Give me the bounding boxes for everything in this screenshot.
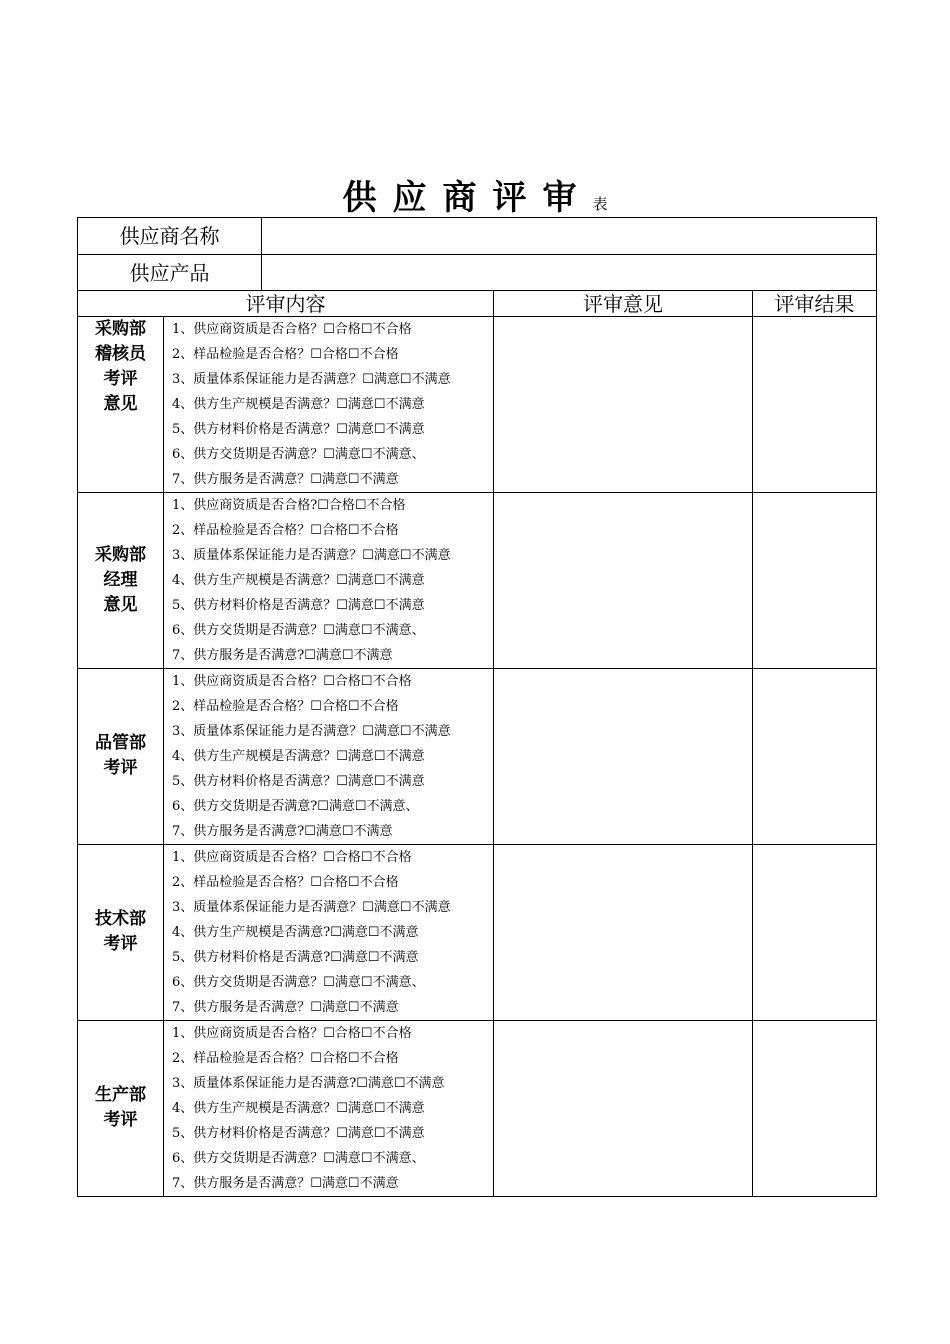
review-section <box>78 317 877 493</box>
review-item[interactable]: 4、供方生产规模是否满意?☐满意☐不满意 <box>172 925 419 940</box>
review-items <box>164 845 494 1021</box>
review-item[interactable]: 7、供方服务是否满意？☐满意☐不满意 <box>172 1000 399 1015</box>
review-items <box>164 317 494 493</box>
review-item[interactable]: 2、样品检验是否合格？☐合格☐不合格 <box>172 347 399 362</box>
supplier-name-field[interactable] <box>262 218 877 255</box>
review-item[interactable]: 4、供方生产规模是否满意？☐满意☐不满意 <box>172 1101 425 1116</box>
review-item[interactable]: 3、质量体系保证能力是否满意？☐满意☐不满意 <box>172 900 451 915</box>
department-line: 考评 <box>103 934 138 954</box>
review-section <box>78 493 877 669</box>
department-cell <box>78 493 164 669</box>
review-item[interactable]: 6、供方交货期是否满意？☐满意☐不满意、 <box>172 975 425 990</box>
department-line: 考评 <box>103 758 138 778</box>
review-item[interactable]: 1、供应商资质是否合格？☐合格☐不合格 <box>172 1026 412 1041</box>
review-item[interactable]: 3、质量体系保证能力是否满意？☐满意☐不满意 <box>172 548 451 563</box>
column-header-content: 评审内容 <box>78 291 494 317</box>
review-item[interactable]: 5、供方材料价格是否满意？☐满意☐不满意 <box>172 1126 425 1141</box>
department-line: 采购部 <box>95 544 146 565</box>
review-item[interactable]: 2、样品检验是否合格？☐合格☐不合格 <box>172 1051 399 1066</box>
review-item[interactable]: 4、供方生产规模是否满意？☐满意☐不满意 <box>172 573 425 588</box>
result-cell[interactable] <box>753 493 877 669</box>
page-title <box>0 170 950 219</box>
review-items <box>164 493 494 669</box>
column-header-result: 评审结果 <box>753 291 877 317</box>
review-item[interactable]: 6、供方交货期是否满意？☐满意☐不满意、 <box>172 1151 425 1166</box>
review-item[interactable]: 6、供方交货期是否满意？☐满意☐不满意、 <box>172 623 425 638</box>
review-item[interactable]: 1、供应商资质是否合格?☐合格☐不合格 <box>172 498 406 513</box>
result-cell[interactable] <box>753 317 877 493</box>
opinion-cell[interactable] <box>494 669 753 845</box>
review-item[interactable]: 7、供方服务是否满意?☐满意☐不满意 <box>172 648 393 663</box>
result-cell[interactable] <box>753 669 877 845</box>
opinion-cell[interactable] <box>494 493 753 669</box>
supplier-name-label: 供应商名称 <box>78 218 262 255</box>
column-header-row <box>78 291 877 317</box>
department-line: 意见 <box>103 594 138 615</box>
review-item[interactable]: 1、供应商资质是否合格？☐合格☐不合格 <box>172 850 412 865</box>
review-items <box>164 669 494 845</box>
review-item[interactable]: 3、质量体系保证能力是否满意？☐满意☐不满意 <box>172 724 451 739</box>
supplier-product-label: 供应产品 <box>78 255 262 291</box>
review-item[interactable]: 3、质量体系保证能力是否满意?☐满意☐不满意 <box>172 1076 445 1091</box>
department-line: 生产部 <box>95 1085 146 1105</box>
department-cell <box>78 669 164 845</box>
title-main: 供应商评审 <box>342 178 593 218</box>
supplier-review-table <box>77 217 877 1197</box>
department-line: 稽核员 <box>95 344 146 364</box>
department-cell <box>78 317 164 493</box>
review-item[interactable]: 4、供方生产规模是否满意？☐满意☐不满意 <box>172 749 425 764</box>
opinion-cell[interactable] <box>494 845 753 1021</box>
supplier-product-row <box>78 255 877 291</box>
review-item[interactable]: 1、供应商资质是否合格？☐合格☐不合格 <box>172 322 412 337</box>
review-section <box>78 1021 877 1197</box>
department-line: 考评 <box>103 1110 138 1130</box>
review-item[interactable]: 2、样品检验是否合格？☐合格☐不合格 <box>172 523 399 538</box>
department-cell <box>78 1021 164 1197</box>
review-item[interactable]: 2、样品检验是否合格？☐合格☐不合格 <box>172 699 399 714</box>
review-item[interactable]: 1、供应商资质是否合格？☐合格☐不合格 <box>172 674 412 689</box>
result-cell[interactable] <box>753 1021 877 1197</box>
opinion-cell[interactable] <box>494 317 753 493</box>
department-line: 意见 <box>103 394 138 414</box>
review-item[interactable]: 3、质量体系保证能力是否满意？☐满意☐不满意 <box>172 372 451 387</box>
department-line: 技术部 <box>95 909 146 929</box>
result-cell[interactable] <box>753 845 877 1021</box>
department-line: 品管部 <box>95 733 146 753</box>
department-line: 采购部 <box>95 319 146 339</box>
review-item[interactable]: 2、样品检验是否合格？☐合格☐不合格 <box>172 875 399 890</box>
department-line: 经理 <box>103 569 138 590</box>
review-items <box>164 1021 494 1197</box>
review-item[interactable]: 4、供方生产规模是否满意？☐满意☐不满意 <box>172 397 425 412</box>
review-item[interactable]: 6、供方交货期是否满意?☐满意☐不满意、 <box>172 799 419 814</box>
department-cell <box>78 845 164 1021</box>
review-section <box>78 669 877 845</box>
supplier-name-row <box>78 218 877 255</box>
review-item[interactable]: 6、供方交货期是否满意？☐满意☐不满意、 <box>172 447 425 462</box>
review-item[interactable]: 7、供方服务是否满意？☐满意☐不满意 <box>172 472 399 487</box>
review-item[interactable]: 5、供方材料价格是否满意？☐满意☐不满意 <box>172 598 425 613</box>
title-suffix: 表 <box>592 195 608 213</box>
review-item[interactable]: 5、供方材料价格是否满意？☐满意☐不满意 <box>172 774 425 789</box>
review-item[interactable]: 5、供方材料价格是否满意？☐满意☐不满意 <box>172 422 425 437</box>
review-section <box>78 845 877 1021</box>
review-item[interactable]: 7、供方服务是否满意？☐满意☐不满意 <box>172 1176 399 1191</box>
supplier-product-field[interactable] <box>262 255 877 291</box>
column-header-opinion: 评审意见 <box>494 291 753 317</box>
review-item[interactable]: 7、供方服务是否满意?☐满意☐不满意 <box>172 824 393 839</box>
review-item[interactable]: 5、供方材料价格是否满意?☐满意☐不满意 <box>172 950 419 965</box>
opinion-cell[interactable] <box>494 1021 753 1197</box>
department-line: 考评 <box>103 369 138 389</box>
